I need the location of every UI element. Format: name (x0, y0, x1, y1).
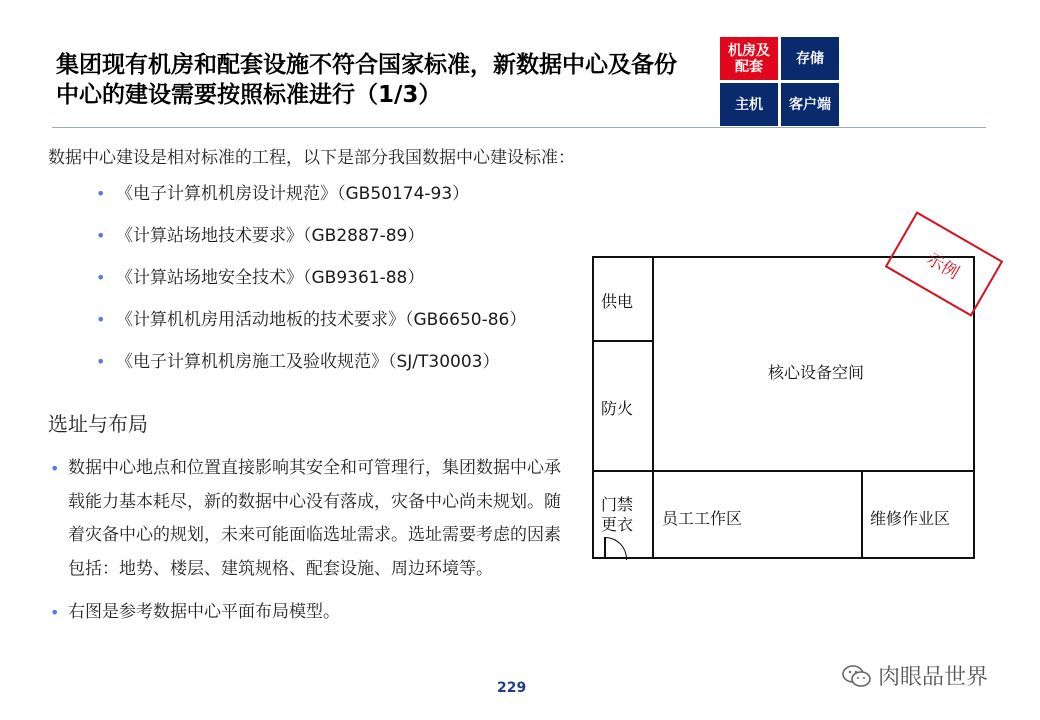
tag-host-label: 主机 (735, 96, 763, 113)
tag-facility-label: 机房及 配套 (728, 42, 770, 75)
page-number: 229 (497, 680, 527, 696)
wechat-icon (842, 664, 872, 688)
example-stamp-label: 示例 (923, 249, 963, 284)
bullet-list (48, 452, 568, 630)
wall-power-fire (594, 340, 653, 342)
room-access-changing (601, 495, 633, 535)
standard-item: • 《计算站场地技术要求》（GB2887-89） (96, 224, 526, 266)
floor-plan-diagram (592, 256, 975, 559)
page-title (56, 50, 716, 110)
standards-list (96, 182, 526, 392)
intro-text: 数据中心建设是相对标准的工程，以下是部分我国数据中心建设标准： (48, 148, 575, 168)
room-core-equipment: 核心设备空间 (768, 363, 865, 382)
tag-storage-label: 存储 (796, 50, 824, 67)
standard-item: • 《计算站场地安全技术》（GB9361-88） (96, 266, 526, 308)
watermark (842, 660, 988, 691)
room-fire: 防火 (601, 399, 634, 418)
wall-core-bottom (594, 470, 973, 472)
page-title-line2: 中心的建设需要按照标准进行（1/3） (56, 82, 442, 108)
door-swing-icon (604, 537, 627, 560)
bullet-item-layout: • 右图是参考数据中心平面布局模型。 (48, 596, 568, 630)
room-access-label: 门禁 (601, 495, 634, 514)
room-power: 供电 (601, 292, 634, 311)
room-changing-label: 更衣 (601, 515, 634, 534)
standard-item: • 《计算机机房用活动地板的技术要求》（GB6650-86） (96, 308, 526, 350)
tag-host[interactable] (720, 83, 778, 126)
room-repair: 维修作业区 (870, 509, 951, 528)
tag-facility[interactable] (720, 37, 778, 80)
wall-staff-repair (861, 470, 863, 557)
category-tags (720, 37, 840, 127)
bullet-item-site: • 数据中心地点和位置直接影响其安全和可管理行，集团数据中心承载能力基本耗尽，新的数据中心没有落成，灾备中心尚未规划。随着灾备中心的规划，未来可能面临选址需求。选址需要考虑的因素包括：地势、楼层、建筑规格、配套设施、周边环境等。 (48, 452, 568, 586)
tag-storage[interactable] (781, 37, 839, 80)
room-staff: 员工工作区 (662, 509, 743, 528)
standard-item: • 《电子计算机机房施工及验收规范》（SJ/T30003） (96, 350, 526, 392)
standard-item: • 《电子计算机机房设计规范》（GB50174-93） (96, 182, 526, 224)
tag-client-label: 客户端 (789, 96, 831, 113)
watermark-text: 肉眼品世界 (878, 665, 989, 690)
section-heading: 选址与布局 (48, 412, 148, 436)
page-title-line1: 集团现有机房和配套设施不符合国家标准，新数据中心及备份 (56, 52, 677, 78)
title-divider (52, 127, 986, 128)
wall-left-column (652, 258, 654, 557)
tag-client[interactable] (781, 83, 839, 126)
